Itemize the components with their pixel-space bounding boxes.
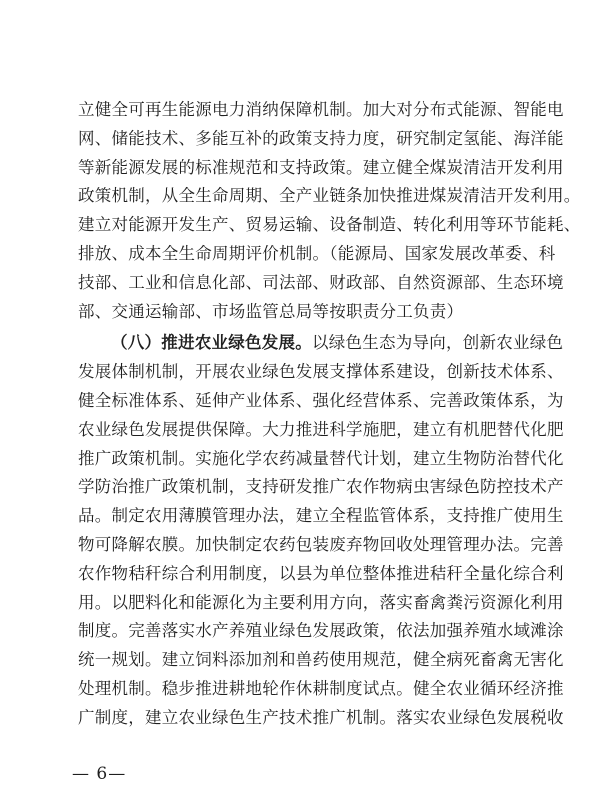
text-line: 制度。完善落实水产养殖业绿色发展政策，依法加强养殖水域滩涂 (78, 621, 564, 641)
text-line: 技部、工业和信息化部、司法部、财政部、自然资源部、生态环境 (78, 272, 564, 292)
text-line: 用。以肥料化和能源化为主要利用方向，落实畜禽粪污资源化利用 (78, 592, 564, 612)
text-line: 物可降解农膜。加快制定农药包装废弃物回收处理管理办法。完善 (78, 534, 564, 554)
text-line: 广制度，建立农业绿色生产技术推广机制。落实农业绿色发展税收 (78, 707, 564, 727)
text-line: 建立对能源开发生产、贸易运输、设备制造、转化利用等环节能耗、 (78, 215, 581, 235)
text-line: 农作物秸秆综合利用制度，以县为单位整体推进秸秆全量化综合利 (78, 563, 564, 583)
section-heading-line (78, 329, 564, 358)
text-line: 品。制定农用薄膜管理办法，建立全程监管体系，支持推广使用生 (78, 506, 564, 526)
text-line: 立健全可再生能源电力消纳保障机制。加大对分布式能源、智能电 (78, 100, 564, 119)
text-line: 政策机制，从全生命周期、全产业链条加快推进煤炭清洁开发利用。 (78, 186, 581, 206)
text-line: 网、储能技术、多能互补的政策支持力度，研究制定氢能、海洋能 (78, 128, 564, 148)
text-line: 等新能源发展的标准规范和支持政策。建立健全煤炭清洁开发利用 (78, 157, 564, 177)
body-text (78, 96, 581, 733)
page-number: — 6— (72, 764, 127, 784)
text-line: 处理机制。稳步推进耕地轮作休耕制度试点。健全农业循环经济推 (78, 678, 564, 698)
text-line: 学防治推广政策机制，支持研发推广农作物病虫害绿色防控技术产 (78, 477, 564, 497)
text-line: 部、交通运输部、市场监管总局等按职责分工负责） (78, 301, 464, 321)
text-line: 推广政策机制。实施化学农药减量替代计划，建立生物防治替代化 (78, 448, 564, 468)
text-line: 健全标准体系、延伸产业体系、强化经营体系、完善政策体系，为 (78, 390, 564, 410)
section-heading-rest: 以绿色生态为导向，创新农业绿色 (312, 333, 564, 353)
text-line: 统一规划。建立饲料添加剂和兽药使用规范，健全病死畜禽无害化 (78, 650, 564, 670)
text-line: 发展体制机制，开展农业绿色发展支撑体系建设，创新技术体系、 (78, 362, 564, 382)
text-line: 农业绿色发展提供保障。大力推进科学施肥，建立有机肥替代化肥 (78, 419, 564, 439)
text-line: 排放、成本全生命周期评价机制。（能源局、国家发展改革委、科 (78, 243, 556, 263)
section-heading: （八）推进农业绿色发展。 (111, 333, 312, 353)
